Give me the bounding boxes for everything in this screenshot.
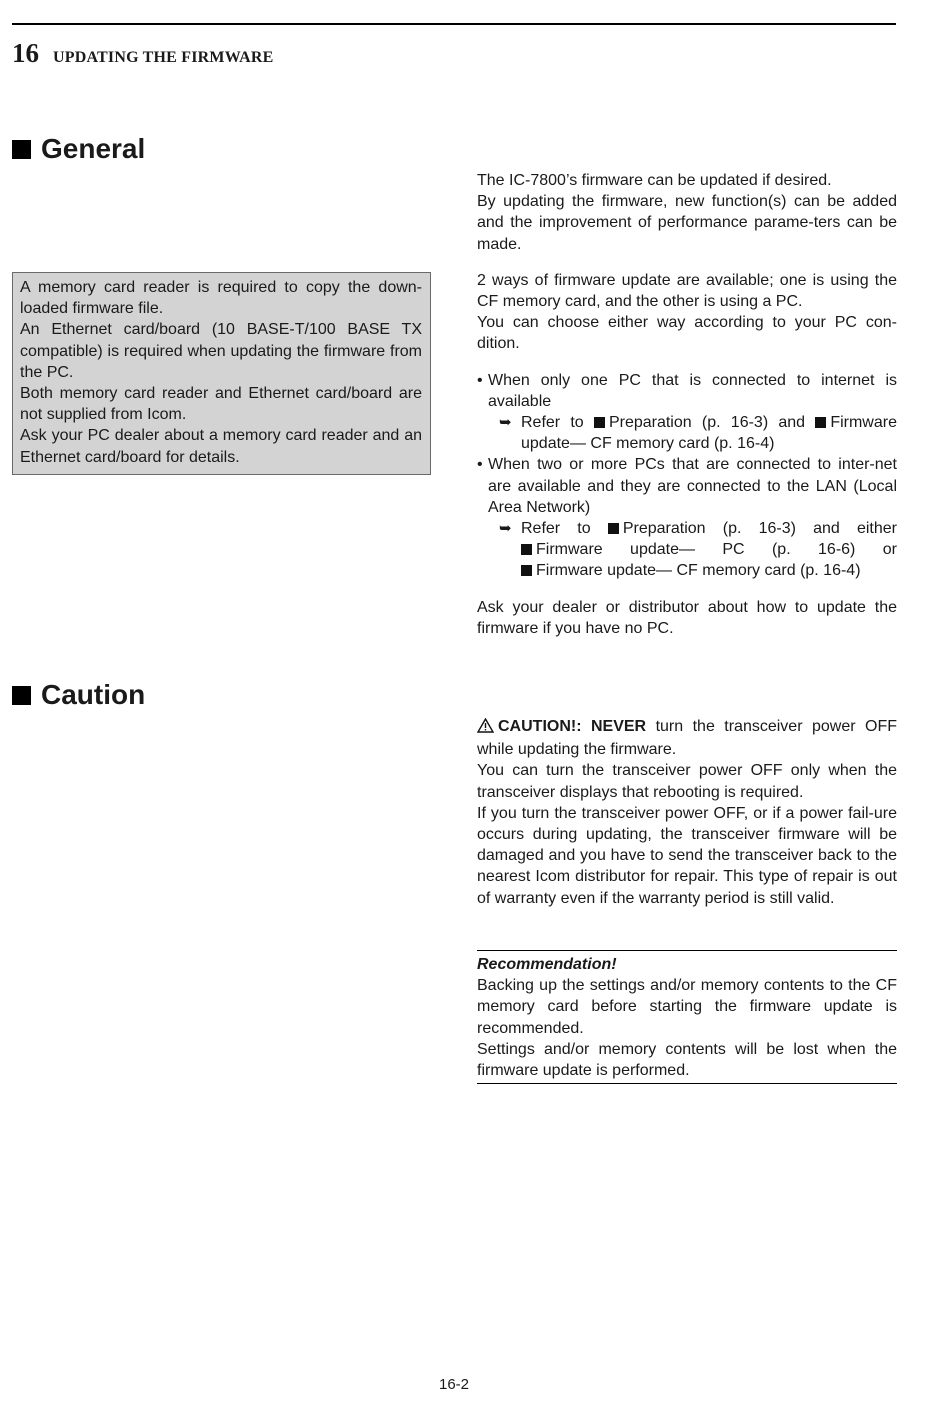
general-heading-text: General — [41, 133, 146, 164]
caution-heading — [12, 679, 145, 711]
square-bullet-icon — [521, 565, 532, 576]
caution-paragraph: CAUTION!: NEVER turn the transceiver power OFF while updating the firmware. — [477, 718, 898, 759]
bullet-text: When only one PC that is connected to internet is available — [488, 371, 897, 410]
ways-paragraph: 2 ways of firmware update are available; one is using the CF memory card, and the other is using a PC. — [477, 271, 897, 311]
caution-label: CAUTION!: NEVER — [498, 718, 647, 735]
bullet-text: When two or more PCs that are connected to inter-net are available and they are connected to the LAN (Local Area Network) — [488, 456, 897, 516]
caution-paragraph: You can turn the transceiver power OFF only when the transceiver displays that rebooting is required. — [477, 762, 897, 801]
caution-paragraph: If you turn the transceiver power OFF, or if a power fail-ure occurs during updating, the transceiver firmware will be damaged and you have to send the transceiver back to the nearest Icom distributor for repair. This type of repair is out of warranty even if the warranty period is still valid. — [477, 804, 897, 907]
arrow-icon: ➥ — [499, 414, 512, 432]
square-bullet-icon — [594, 417, 605, 428]
header-rule — [12, 23, 896, 25]
general-heading — [12, 133, 145, 165]
square-bullet-icon — [12, 686, 31, 705]
square-bullet-icon — [608, 523, 619, 534]
square-bullet-icon — [12, 140, 31, 159]
general-body — [477, 170, 897, 639]
intro-paragraph: The IC-7800’s firmware can be updated if desired. — [477, 172, 832, 189]
chapter-header — [12, 38, 274, 72]
caution-heading-text: Caution — [41, 679, 146, 710]
ways-paragraph: You can choose either way according to your PC con-dition. — [477, 314, 897, 353]
note-line: A memory card reader is required to copy the down-loaded firmware file. — [20, 279, 422, 318]
chapter-title: UPDATING THE FIRMWARE — [53, 49, 274, 66]
square-bullet-icon — [815, 417, 826, 428]
recommendation-paragraph: Settings and/or memory contents will be lost when the firmware update is performed. — [477, 1040, 897, 1080]
requirements-note-box — [12, 272, 431, 475]
intro-paragraph: By updating the firmware, new function(s) can be added and the improvement of performance parame-ters can be made. — [477, 193, 897, 253]
caution-body — [477, 716, 897, 909]
closing-paragraph: Ask your dealer or distributor about how to update the firmware if you have no PC. — [477, 598, 897, 637]
bullet-item: • When only one PC that is connected to internet is available — [477, 370, 897, 412]
recommendation-box — [477, 950, 897, 1084]
recommendation-title: Recommendation! — [477, 956, 617, 973]
square-bullet-icon — [521, 544, 532, 555]
arrow-icon: ➥ — [499, 520, 512, 538]
warning-triangle-icon — [477, 718, 494, 739]
note-line: An Ethernet card/board (10 BASE-T/100 BASE TX compatible) is required when updating the firmware from the PC. — [20, 321, 422, 381]
recommendation-paragraph: Backing up the settings and/or memory contents to the CF memory card before starting the firmware update is recommended. — [477, 977, 897, 1037]
note-line: Both memory card reader and Ethernet card/board are not supplied from Icom. — [20, 385, 422, 424]
reference-line: ➥ Refer to Preparation (p. 16-3) and either Firmware update— PC (p. 16-6) or Firmware update— CF memory card (p. 16-4) — [477, 518, 897, 582]
reference-line: ➥ Refer to Preparation (p. 16-3) and Firmware update— CF memory card (p. 16-4) — [477, 412, 897, 454]
bullet-item: • When two or more PCs that are connected to inter-net are available and they are connected to the LAN (Local Area Network) — [477, 454, 897, 518]
page-number: 16-2 — [438, 1376, 470, 1393]
chapter-number: 16 — [12, 38, 39, 68]
note-line: Ask your PC dealer about a memory card reader and an Ethernet card/board for details. — [20, 427, 422, 466]
